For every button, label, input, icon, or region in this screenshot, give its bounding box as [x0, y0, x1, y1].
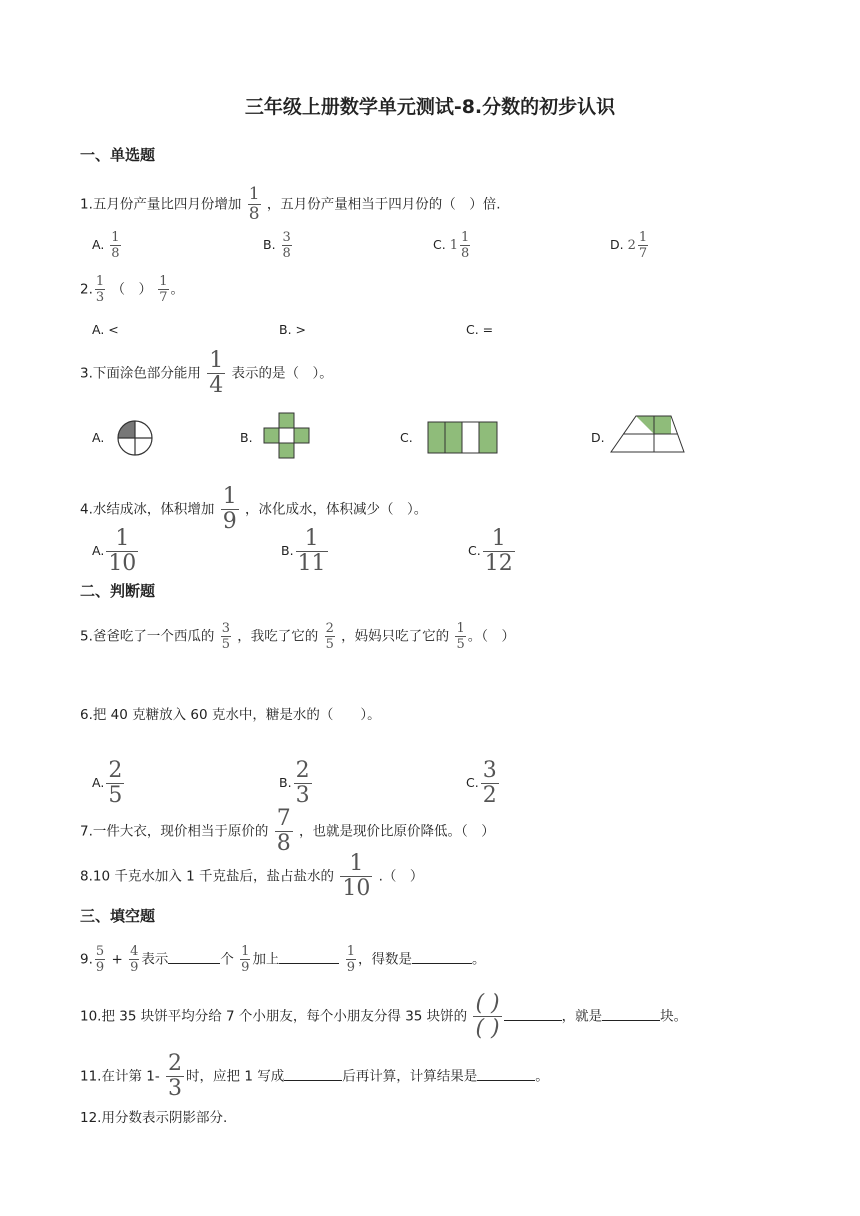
q3-option-c-strip-figure[interactable] [428, 422, 500, 454]
question-1-text-pre: 1.五月份产量比四月份增加 [80, 196, 242, 213]
q1-option-c[interactable] [433, 231, 472, 260]
numerator: 1 [346, 944, 356, 959]
numerator: 7 [276, 806, 291, 831]
question-1-fraction [248, 186, 261, 223]
q2-option-b[interactable]: B. > [279, 322, 306, 337]
numerator: 2 [325, 621, 334, 636]
numerator: 1 [349, 851, 364, 876]
denominator: ( ) [475, 1016, 500, 1041]
option-label: A. [92, 237, 105, 252]
denominator: 9 [346, 960, 356, 975]
question-5 [80, 622, 515, 651]
blank-2[interactable] [477, 1080, 535, 1081]
numerator: 1 [248, 184, 260, 204]
question-8-text-post: .（ ） [378, 868, 424, 885]
question-10 [80, 993, 687, 1040]
option-label: C. [468, 543, 481, 558]
question-11 [80, 1053, 549, 1100]
numerator: 1 [241, 944, 250, 959]
question-2-text-pre: 2. [80, 281, 93, 298]
denominator: 5 [325, 637, 334, 652]
question-9-number: 9. [80, 951, 93, 968]
option-label: B. [279, 775, 292, 790]
option-fraction [106, 528, 138, 575]
denominator: 3 [168, 1076, 183, 1101]
numerator: 1 [491, 526, 506, 551]
denominator: 9 [95, 960, 105, 975]
question-4 [80, 486, 427, 533]
denominator: 11 [297, 551, 326, 576]
question-7-fraction [275, 808, 293, 855]
q1-option-a[interactable] [92, 231, 123, 260]
denominator: 7 [159, 290, 168, 305]
q6-option-a[interactable] [92, 760, 126, 807]
question-9-fraction-2 [129, 945, 139, 974]
question-4-text-post: ，冰化成水，体积减少（ ）。 [244, 501, 428, 518]
q4-option-c[interactable] [468, 528, 517, 575]
q3-option-b-cross-figure[interactable] [264, 413, 310, 459]
section-heading-single-choice: 一、单选题 [80, 146, 156, 164]
option-fraction [294, 760, 312, 807]
option-fraction [483, 528, 515, 575]
denominator: 8 [460, 246, 470, 261]
denominator: 8 [282, 246, 291, 261]
page-title: 三年级上册数学单元测试-8.分数的初步认识 [244, 96, 616, 118]
denominator: 9 [241, 960, 250, 975]
q6-option-b[interactable] [279, 760, 314, 807]
denominator: 7 [638, 246, 648, 261]
question-5-fraction-2 [325, 622, 335, 651]
q3-option-b-label[interactable]: B. [240, 430, 253, 445]
question-10-text-mid: ，就是 [561, 1008, 603, 1025]
question-5-text-3: ，妈妈只吃了它的 [341, 628, 450, 645]
numerator: 1 [456, 621, 465, 636]
blank-1[interactable] [284, 1080, 342, 1081]
option-label: D. [610, 237, 624, 252]
question-2-fraction-2 [158, 275, 168, 304]
numerator: 1 [460, 230, 470, 245]
denominator: 10 [342, 876, 371, 901]
question-2-fraction-1 [95, 275, 105, 304]
option-label: C. [433, 237, 446, 252]
numerator: 2 [295, 758, 310, 783]
option-fraction [296, 528, 328, 575]
question-12: 12.用分数表示阴影部分. [80, 1110, 228, 1126]
question-4-fraction [221, 486, 239, 533]
question-5-text-4: 。（ ） [467, 628, 515, 645]
denominator: 5 [456, 637, 465, 652]
denominator: 5 [108, 783, 123, 808]
numerator: 1 [111, 230, 120, 245]
question-2-text-post: 。 [170, 281, 185, 298]
denominator: 10 [108, 551, 137, 576]
numerator: 1 [304, 526, 319, 551]
numerator: 3 [221, 621, 230, 636]
question-2-blank: （ ） [111, 281, 152, 298]
question-10-text-pre: 10.把 35 块饼平均分给 7 个小朋友，每个小朋友分得 35 块饼的 [80, 1008, 468, 1025]
question-1 [80, 186, 501, 223]
blank-2[interactable] [602, 1020, 660, 1021]
q3-option-c-label[interactable]: C. [400, 430, 413, 445]
q4-option-b[interactable] [281, 528, 330, 575]
plus-sign: + [111, 951, 123, 968]
denominator: 9 [130, 960, 139, 975]
option-whole: 2 [627, 238, 636, 253]
question-3-text-post: 表示的是（ ）。 [231, 365, 333, 382]
question-3 [80, 350, 333, 397]
q2-option-a[interactable]: A. < [92, 322, 119, 337]
question-8-text-pre: 8.10 千克水加入 1 千克盐后，盐占盐水的 [80, 868, 335, 885]
numerator: ( ) [475, 991, 500, 1016]
q3-option-a-label[interactable]: A. [92, 430, 105, 445]
option-fraction [282, 231, 292, 260]
numerator: 1 [115, 526, 130, 551]
option-label: A. [92, 543, 105, 558]
denominator: 5 [221, 637, 230, 652]
numerator: 2 [168, 1051, 183, 1076]
question-7-text-post: ，也就是现价比原价降低。（ ） [298, 823, 495, 840]
question-8-fraction [340, 853, 372, 900]
option-fraction [460, 231, 470, 260]
section-heading-true-false: 二、判断题 [80, 582, 156, 600]
option-whole: 1 [449, 238, 458, 253]
numerator: 3 [482, 758, 497, 783]
denominator: 3 [295, 783, 310, 808]
option-label: A. [92, 775, 105, 790]
question-11-text-mid2: 后再计算，计算结果是 [342, 1068, 478, 1085]
question-1-text-post: ，五月份产量相当于四月份的（ ）倍. [266, 196, 501, 213]
q6-option-c[interactable] [466, 760, 501, 807]
numerator: 1 [159, 274, 168, 289]
numerator: 2 [108, 758, 123, 783]
numerator: 3 [282, 230, 291, 245]
q1-option-d[interactable] [610, 231, 650, 260]
question-11-text-post: 。 [535, 1068, 549, 1085]
denominator: 3 [95, 290, 105, 305]
option-label: B. [281, 543, 294, 558]
q1-option-b[interactable] [263, 231, 294, 260]
question-5-fraction-3 [455, 622, 465, 651]
q3-option-d-label[interactable]: D. [591, 430, 605, 445]
numerator: 5 [95, 944, 105, 959]
blank-2[interactable] [279, 963, 339, 964]
q3-option-d-trapezoid-figure[interactable] [611, 414, 687, 454]
denominator: 8 [276, 831, 291, 856]
question-7 [80, 808, 495, 855]
question-9-fraction-3 [240, 945, 250, 974]
q2-option-c[interactable]: C. = [466, 322, 494, 337]
numerator: 1 [209, 348, 224, 373]
question-11-fraction [166, 1053, 184, 1100]
question-9-fraction-4 [346, 945, 356, 974]
option-label: B. [263, 237, 276, 252]
question-5-fraction-1 [221, 622, 231, 651]
question-10-text-post: 块。 [660, 1008, 688, 1025]
question-9-text-2: 个 [220, 951, 234, 968]
question-6: 6.把 40 克糖放入 60 克水中，糖是水的（ ）。 [80, 707, 381, 723]
question-11-text-pre: 11.在计第 1- [80, 1068, 160, 1085]
option-fraction [638, 231, 648, 260]
question-9-text-5: 。 [472, 951, 486, 968]
numerator: 1 [95, 274, 105, 289]
denominator: 2 [482, 783, 497, 808]
question-2 [80, 275, 184, 304]
question-9-text-3: 加上 [252, 951, 280, 968]
denominator: 4 [209, 373, 224, 398]
option-fraction [106, 760, 124, 807]
question-9-fraction-1 [95, 945, 105, 974]
numerator: 1 [638, 230, 648, 245]
blank-1[interactable] [504, 1020, 562, 1021]
question-5-text-1: 5.爸爸吃了一个西瓜的 [80, 628, 215, 645]
denominator: 8 [248, 204, 260, 224]
denominator: 8 [111, 246, 120, 261]
blank-1[interactable] [168, 963, 220, 964]
question-8 [80, 853, 423, 900]
option-fraction [481, 760, 499, 807]
question-9-text-1: 表示 [141, 951, 169, 968]
question-4-text-pre: 4.水结成冰，体积增加 [80, 501, 215, 518]
q3-option-a-circle-figure[interactable] [116, 419, 154, 457]
question-9 [80, 945, 486, 974]
question-9-text-4: ，得数是 [358, 951, 413, 968]
question-11-text-mid: 时，应把 1 写成 [186, 1068, 285, 1085]
option-label: C. [466, 775, 479, 790]
denominator: 12 [484, 551, 513, 576]
question-3-fraction [207, 350, 225, 397]
question-10-fraction [473, 993, 501, 1040]
option-fraction [110, 231, 120, 260]
q4-option-a[interactable] [92, 528, 140, 575]
section-heading-fill-blank: 三、填空题 [80, 907, 156, 925]
numerator: 1 [222, 484, 237, 509]
question-7-text-pre: 7.一件大衣，现价相当于原价的 [80, 823, 269, 840]
question-5-text-2: ，我吃了它的 [237, 628, 319, 645]
blank-3[interactable] [412, 963, 472, 964]
numerator: 4 [130, 944, 139, 959]
denominator: 9 [222, 509, 237, 534]
question-3-text-pre: 3.下面涂色部分能用 [80, 365, 201, 382]
